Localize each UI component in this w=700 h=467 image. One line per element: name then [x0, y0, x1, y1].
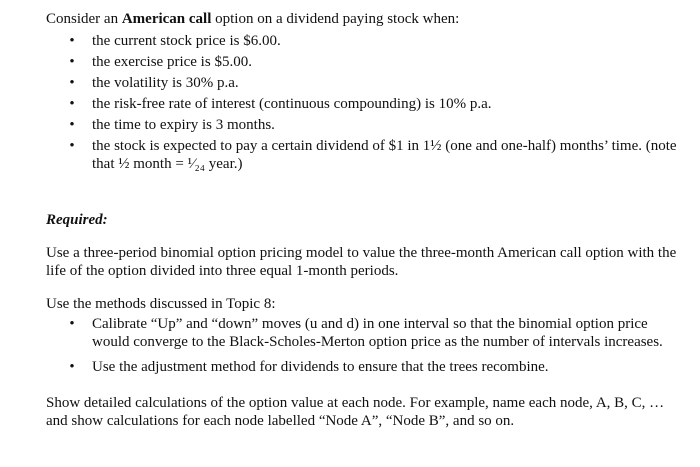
intro-prefix: Consider an — [46, 11, 122, 27]
bullet-icon: • — [69, 54, 75, 70]
list-item — [46, 95, 686, 113]
document-page — [46, 10, 686, 430]
method-text: Calibrate “Up” and “down” moves (u and d) in one interval so that the binomial option price would converge to the Black-Scholes-Merton option price as the number of intervals increases. — [92, 316, 663, 350]
methods-intro: Use the methods discussed in Topic 8: — [46, 296, 276, 312]
bullet-icon: • — [69, 75, 75, 91]
method-text: Use the adjustment method for dividends to ensure that the trees recombine. — [92, 359, 549, 375]
bullet-icon: • — [69, 359, 75, 375]
bullet-icon: • — [69, 96, 75, 112]
list-item — [46, 358, 686, 376]
condition-text: the risk-free rate of interest (continuous compounding) is 10% p.a. — [92, 96, 492, 112]
condition-text: the current stock price is $6.00. — [92, 33, 281, 49]
bullet-icon: • — [69, 138, 75, 154]
condition-text: the volatility is 30% p.a. — [92, 75, 239, 91]
conditions-list — [46, 32, 686, 173]
list-item — [46, 32, 686, 50]
intro-paragraph — [46, 10, 686, 28]
condition-text: the stock is expected to pay a certain dividend of $1 in 1½ (one and one-half) months’ time. (note that ½ month = ¹⁄₂₄ year.) — [92, 138, 677, 172]
list-item — [46, 116, 686, 134]
list-item — [46, 315, 686, 351]
condition-text: the exercise price is $5.00. — [92, 54, 252, 70]
methods-list — [46, 315, 686, 376]
intro-suffix: option on a dividend paying stock when: — [211, 11, 460, 27]
bullet-icon: • — [69, 117, 75, 133]
list-item — [46, 74, 686, 92]
bullet-icon: • — [69, 316, 75, 332]
bullet-icon: • — [69, 33, 75, 49]
list-item — [46, 137, 686, 173]
list-item — [46, 53, 686, 71]
show-paragraph: Show detailed calculations of the option value at each node. For example, name each node, A, B, C, … and show calculations for each node labelled “Node A”, “Node B”, and so on. — [46, 395, 665, 429]
condition-text: the time to expiry is 3 months. — [92, 117, 275, 133]
model-paragraph: Use a three-period binomial option pricing model to value the three-month American call option with the life of the option divided into three equal 1-month periods. — [46, 245, 677, 279]
intro-emphasis: American call — [121, 11, 212, 27]
required-heading: Required: — [46, 212, 108, 228]
